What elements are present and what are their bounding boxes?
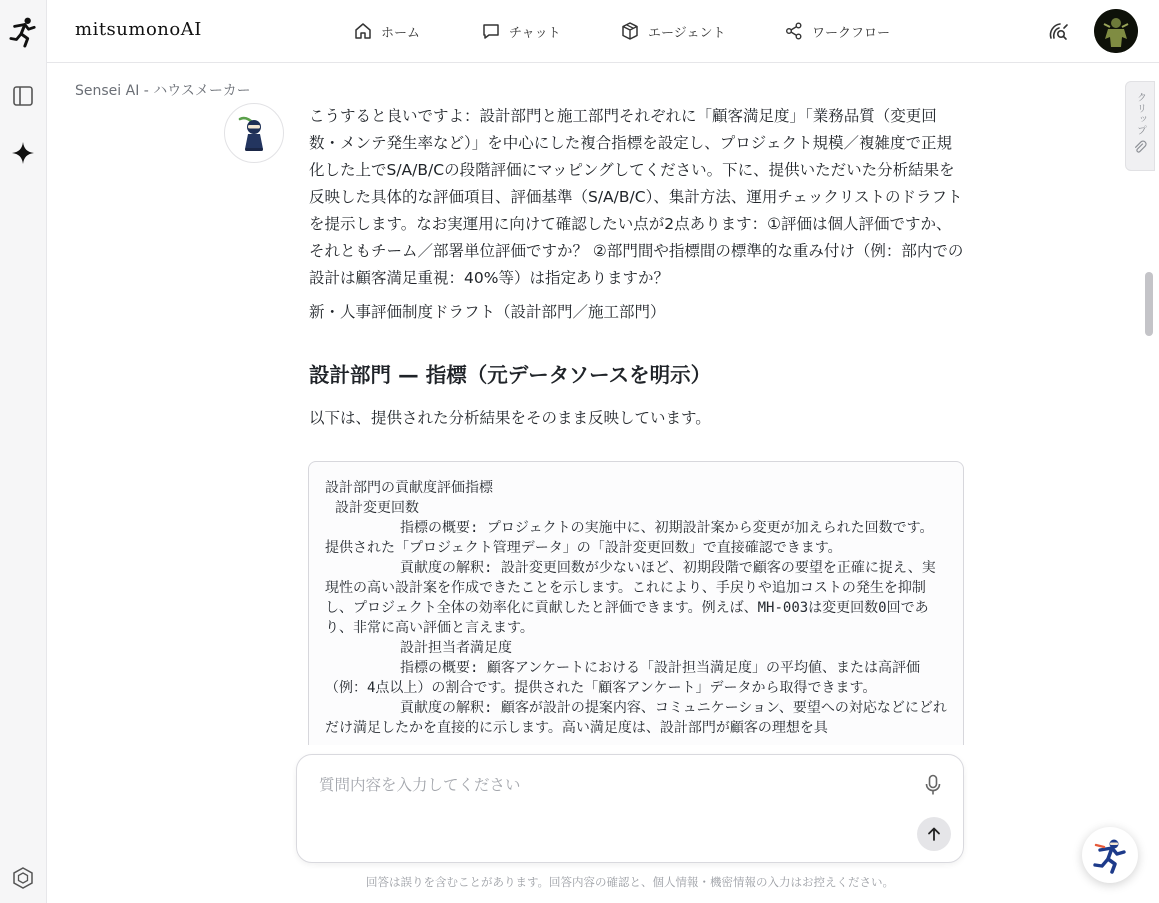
- send-button[interactable]: [917, 817, 951, 851]
- nav-agent[interactable]: [620, 18, 725, 44]
- draft-title: 新・人事評価制度ドラフト（設計部門／施工部門）: [309, 303, 666, 321]
- top-header: [47, 0, 1159, 63]
- code-line: 設計部門の貢献度評価指標: [325, 480, 493, 496]
- breadcrumb[interactable]: Sensei AI - ハウスメーカー: [75, 83, 251, 99]
- code-line: 指標の概要: プロジェクトの実施中に、初期設計案から変更が加えられた回数です。提供された「プロジェクト管理データ」の「設計変更回数」で直接確認できます。: [325, 520, 934, 556]
- microphone-icon[interactable]: [921, 773, 945, 797]
- home-icon: [353, 21, 373, 41]
- assistant-message: [309, 103, 965, 430]
- nav-home-label: ホーム: [381, 25, 421, 41]
- assistant-avatar: [224, 103, 284, 163]
- section-heading: 設計部門 — 指標（元データソースを明示）: [309, 363, 712, 387]
- nav-workflow-label: ワークフロー: [812, 25, 891, 41]
- message-paragraph: こうすると良いですよ：設計部門と施工部門それぞれに「顧客満足度」「業務品質（変更回数・メンテ発生率など）」を中心にした複合指標を設定し、プロジェクト規模／複雑度で正規化した上でS/A/B/Cの段階評価にマッピングしてください。下に、提供いただいた分析結果を反映した具体的な評価項目、評価基準（S/A/B/C）、集計方法、運用チェックリストのドラフトを提示します。なお実運用に向けて確認したい点が2点あります：①評価は個人評価ですか、それともチーム／部署単位評価ですか？ ②部門間や指標間の標準的な重み付け（例：部内での設計は顧客満足重視：40%等）は指定ありますか？: [309, 107, 964, 287]
- nav-chat[interactable]: [481, 18, 561, 44]
- disclaimer-text: 回答は誤りを含むことがあります。回答内容の確認と、個人情報・機密情報の入力はお控えください。: [365, 875, 895, 889]
- assistant-fab-button[interactable]: [1082, 827, 1138, 883]
- clip-tab-label: クリップ: [1134, 92, 1146, 136]
- nav-agent-label: エージェント: [648, 25, 726, 41]
- cube-settings-icon[interactable]: [9, 864, 37, 892]
- nav-chat-label: チャット: [509, 25, 561, 41]
- ninja-runner-icon: [1090, 835, 1130, 875]
- ninja-mascot-icon: [236, 113, 272, 153]
- box-icon: [620, 21, 640, 41]
- arrow-up-icon: [926, 826, 942, 842]
- code-line: 貢献度の解釈: 設計変更回数が少ないほど、初期段階で顧客の要望を正確に捉え、実現性の高い設計案を作成できたことを示します。これにより、手戻りや追加コストの発生を抑制し、プロジェクト全体の効率化に貢献したと評価できます。例えば、MH-003は変更回数0回であり、非常に高い評価と言えます。: [325, 560, 936, 636]
- sparkle-icon[interactable]: [9, 139, 37, 167]
- section-intro: 以下は、提供された分析結果をそのまま反映しています。: [309, 409, 711, 427]
- left-rail: [0, 0, 47, 903]
- code-line: 指標の概要: 顧客アンケートにおける「設計担当満足度」の平均値、または高評価（例：4点以上）の割合です。提供された「顧客アンケート」データから取得できます。: [325, 660, 921, 696]
- chat-bubble-icon: [481, 21, 501, 41]
- paperclip-icon: [1133, 140, 1147, 154]
- satellite-icon[interactable]: [1045, 18, 1071, 44]
- scrollbar-track[interactable]: [1141, 63, 1159, 903]
- brand-name[interactable]: mitsumonoAI: [75, 19, 202, 40]
- code-block[interactable]: [308, 461, 964, 745]
- nav-home[interactable]: [353, 18, 420, 44]
- code-line: 貢献度の解釈: 顧客が設計の提案内容、コミュニケーション、要望への対応などにどれだけ満足したかを直接的に示します。高い満足度は、設計部門が顧客の理想を具: [325, 700, 947, 736]
- chat-input-box: [296, 754, 964, 863]
- code-line: 設計担当者満足度: [400, 640, 512, 656]
- sidebar-toggle-icon[interactable]: [9, 82, 37, 110]
- scrollbar-thumb[interactable]: [1145, 272, 1153, 336]
- user-avatar[interactable]: [1094, 9, 1138, 53]
- code-line: 設計変更回数: [335, 500, 419, 516]
- runner-logo-icon[interactable]: [9, 18, 37, 46]
- question-input[interactable]: [319, 773, 899, 813]
- clip-tab[interactable]: [1125, 81, 1155, 171]
- share-nodes-icon: [784, 21, 804, 41]
- nav-workflow[interactable]: [784, 18, 890, 44]
